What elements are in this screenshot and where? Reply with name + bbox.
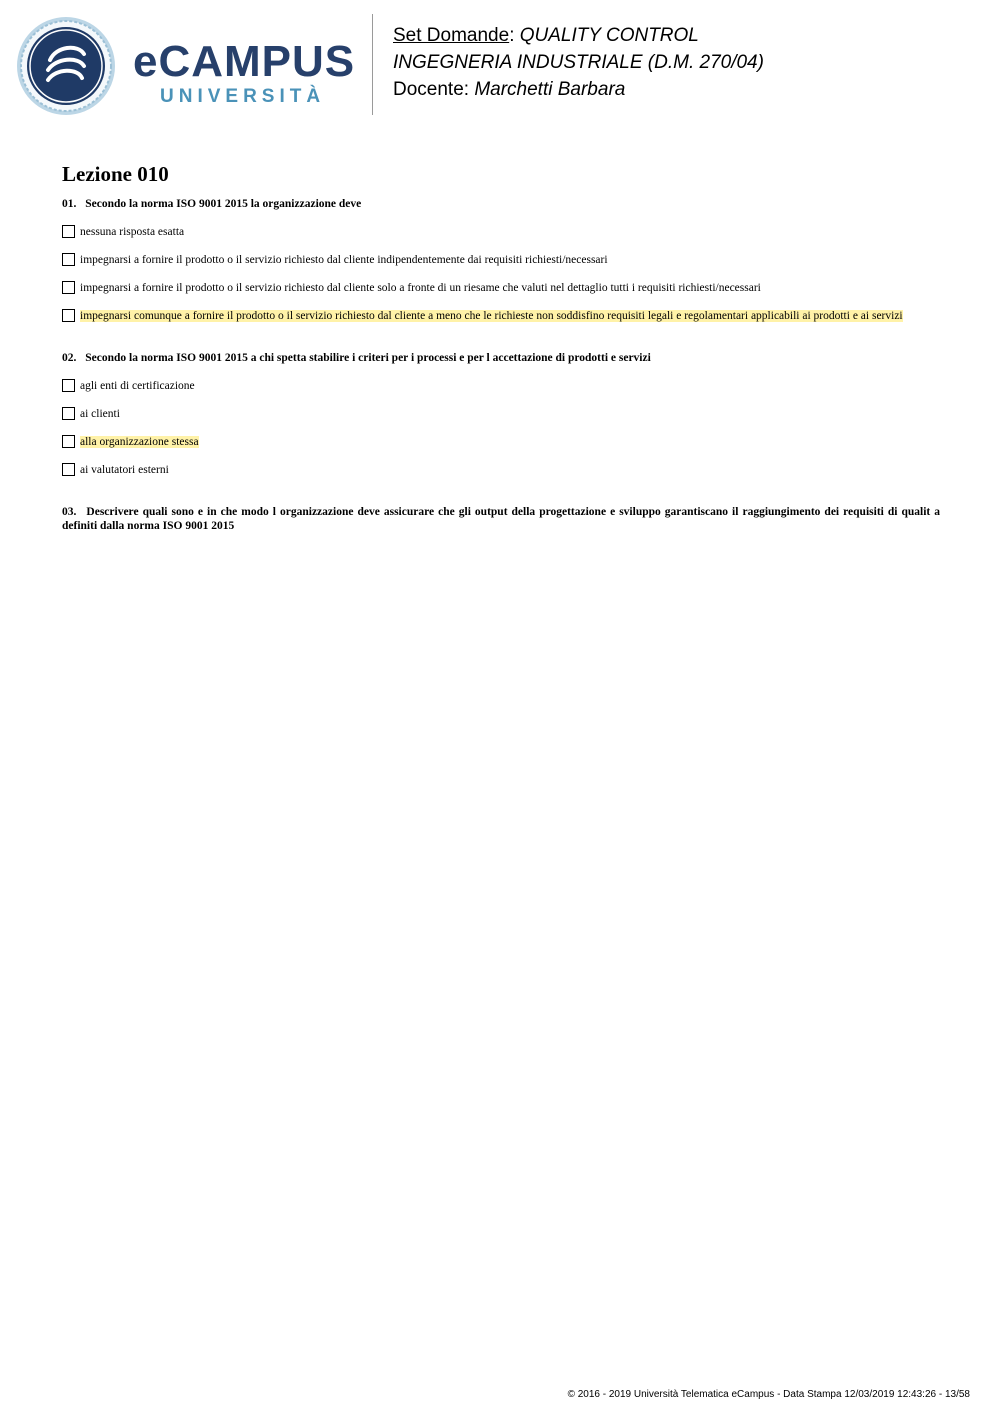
brand-subtitle: UNIVERSITÀ xyxy=(160,86,326,107)
question-number: 03. xyxy=(62,506,77,518)
course-info xyxy=(393,22,764,103)
answer-text: alla organizzazione stessa xyxy=(80,436,199,448)
answer-option xyxy=(62,407,940,421)
teacher-name: Marchetti Barbara xyxy=(474,79,626,100)
answer-checkbox[interactable] xyxy=(62,463,75,476)
set-label: Set Domande xyxy=(393,25,510,46)
question-text: Descrivere quali sono e in che modo l organizzazione deve assicurare che gli output della progettazione e sviluppo garantiscano il raggiungimento dei requisiti di qualit a definiti dalla norma ISO 9001 2015 xyxy=(62,506,941,532)
brand-name: eCAMPUS xyxy=(133,37,356,86)
answer-checkbox[interactable] xyxy=(62,225,75,238)
answer-checkbox[interactable] xyxy=(62,309,75,322)
answer-option xyxy=(62,281,940,295)
question-01 xyxy=(62,197,940,211)
answer-option xyxy=(62,463,940,477)
answer-checkbox[interactable] xyxy=(62,435,75,448)
answer-text: nessuna risposta esatta xyxy=(80,226,185,238)
answer-checkbox[interactable] xyxy=(62,253,75,266)
answer-option-highlighted xyxy=(62,435,940,449)
header-divider xyxy=(372,14,373,115)
teacher-line xyxy=(393,76,764,103)
answer-option xyxy=(62,225,940,239)
answer-option xyxy=(62,379,940,393)
set-line: Set Domande: QUALITY CONTROL xyxy=(393,25,699,46)
teacher-label: Docente: xyxy=(393,79,470,100)
main-content xyxy=(62,160,940,533)
ecampus-wordmark xyxy=(133,38,355,108)
lesson-title: Lezione 010 xyxy=(62,162,169,186)
question-text: Secondo la norma ISO 9001 2015 la organizzazione deve xyxy=(85,198,362,210)
ecampus-seal-logo xyxy=(16,16,116,116)
page-header xyxy=(0,0,1000,130)
answer-checkbox[interactable] xyxy=(62,281,75,294)
answer-text: agli enti di certificazione xyxy=(80,380,195,392)
page-footer: © 2016 - 2019 Università Telematica eCampus - Data Stampa 12/03/2019 12:43:26 - 13/58 xyxy=(567,1389,970,1400)
question-number: 01. xyxy=(62,198,77,210)
answer-option-highlighted xyxy=(62,309,940,323)
answer-option xyxy=(62,253,940,267)
question-03 xyxy=(62,505,940,533)
answer-checkbox[interactable] xyxy=(62,379,75,392)
answer-text: impegnarsi comunque a fornire il prodotto o il servizio richiesto dal cliente a meno che le richieste non soddisfino requisiti legali e regolamentari applicabili ai prodotti e ai servizi xyxy=(80,310,903,322)
question-text: Secondo la norma ISO 9001 2015 a chi spetta stabilire i criteri per i processi e per l accettazione di prodotti e servizi xyxy=(85,352,651,364)
answer-text: ai clienti xyxy=(80,408,120,420)
question-02 xyxy=(62,351,940,365)
question-number: 02. xyxy=(62,352,77,364)
answer-text: ai valutatori esterni xyxy=(80,464,169,476)
answer-text: impegnarsi a fornire il prodotto o il servizio richiesto dal cliente indipendentemente dai requisiti richiesti/necessari xyxy=(80,254,608,266)
answer-checkbox[interactable] xyxy=(62,407,75,420)
set-value: QUALITY CONTROL xyxy=(519,25,699,46)
answer-text: impegnarsi a fornire il prodotto o il servizio richiesto dal cliente solo a fronte di un riesame che valuti nel dettaglio tutti i requisiti richiesti/necessari xyxy=(80,282,761,294)
course-name: INGEGNERIA INDUSTRIALE (D.M. 270/04) xyxy=(393,52,764,73)
